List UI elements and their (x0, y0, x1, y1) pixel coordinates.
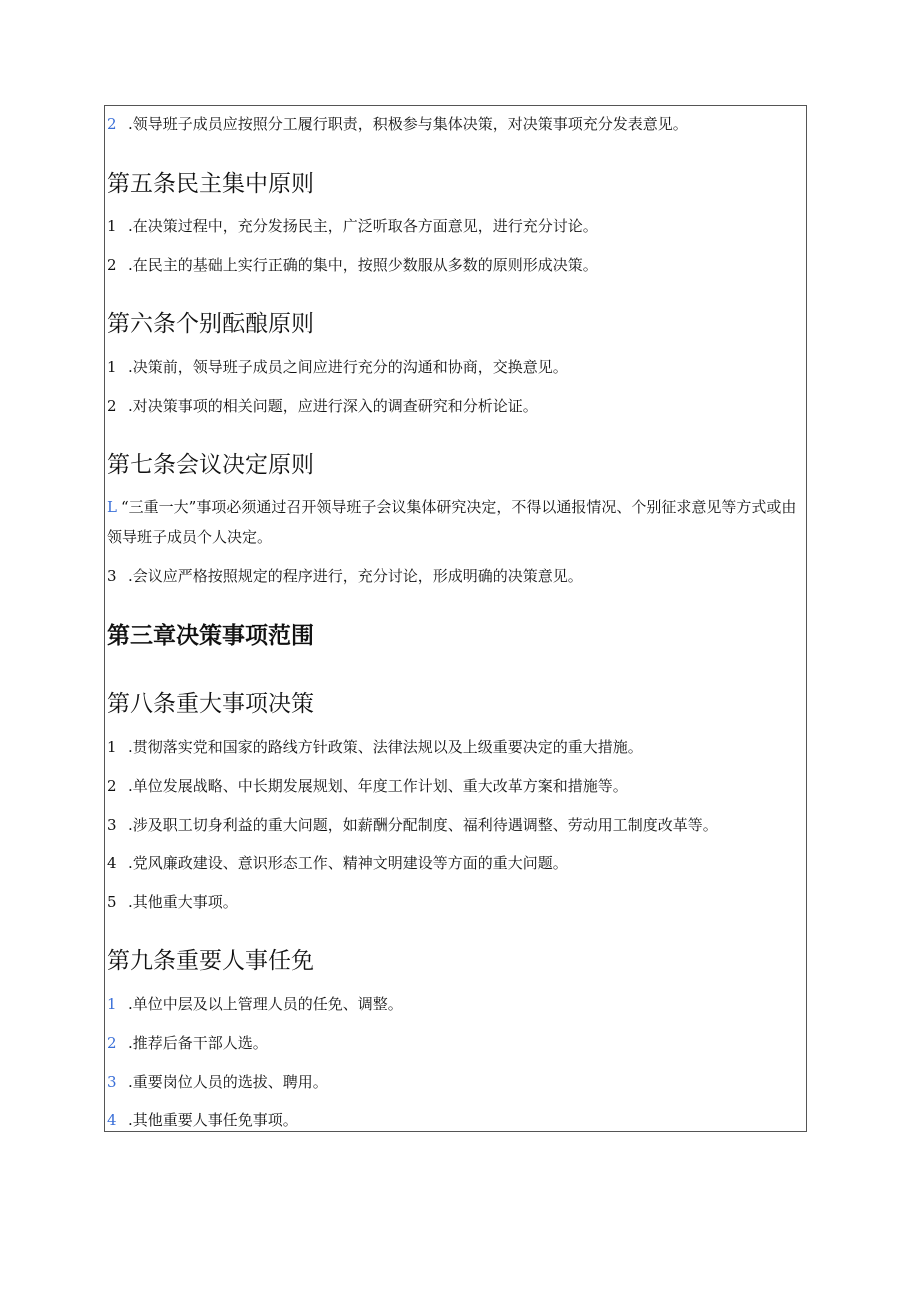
list-item (107, 776, 802, 796)
item-number: L (107, 498, 117, 516)
item-text: .重要岗位人员的选拔、聘用。 (128, 1073, 328, 1091)
item-text: .推荐后备干部人选。 (128, 1034, 268, 1052)
item-text: .对决策事项的相关问题，应进行深入的调查研究和分析论证。 (128, 397, 538, 415)
article-5-heading: 第五条民主集中原则 (107, 171, 314, 197)
list-item (107, 892, 802, 912)
item-number: 5 (107, 893, 117, 911)
chapter-3-heading: 第三章决策事项范围 (107, 623, 314, 649)
list-item (107, 815, 802, 835)
item-number: 1 (107, 217, 117, 235)
item-number: 3 (107, 1073, 117, 1091)
item-number: 3 (107, 816, 117, 834)
article-9-heading: 第九条重要人事任免 (107, 948, 314, 974)
item-number: 4 (107, 854, 117, 872)
list-item (107, 357, 802, 377)
item-text: .贯彻落实党和国家的路线方针政策、法律法规以及上级重要决定的重大措施。 (128, 738, 643, 756)
item-text: .在决策过程中，充分发扬民主，广泛听取各方面意见，进行充分讨论。 (128, 217, 598, 235)
list-item (107, 1033, 802, 1053)
list-item (107, 737, 802, 757)
article-6-heading: 第六条个别酝酿原则 (107, 311, 314, 337)
item-number: 2 (107, 115, 117, 133)
article-7-heading: 第七条会议决定原则 (107, 452, 314, 478)
item-number: 4 (107, 1111, 117, 1129)
item-number: 2 (107, 1034, 117, 1052)
item-text: .单位发展战略、中长期发展规划、年度工作计划、重大改革方案和措施等。 (128, 777, 628, 795)
item-text: .会议应严格按照规定的程序进行，充分讨论，形成明确的决策意见。 (128, 567, 583, 585)
item-number: 1 (107, 358, 117, 376)
list-item (107, 492, 797, 552)
item-text: .领导班子成员应按照分工履行职责，积极参与集体决策，对决策事项充分发表意见。 (128, 115, 688, 133)
list-item (107, 114, 802, 134)
item-text: .其他重要人事任免事项。 (128, 1111, 298, 1129)
item-text: .单位中层及以上管理人员的任免、调整。 (128, 995, 403, 1013)
list-item (107, 994, 802, 1014)
list-item (107, 1110, 802, 1130)
item-text: .其他重大事项。 (128, 893, 238, 911)
item-text: .决策前，领导班子成员之间应进行充分的沟通和协商，交换意见。 (128, 358, 568, 376)
item-number: 2 (107, 777, 117, 795)
list-item (107, 566, 802, 586)
item-text: .在民主的基础上实行正确的集中，按照少数服从多数的原则形成决策。 (128, 256, 598, 274)
list-item (107, 853, 802, 873)
list-item (107, 396, 802, 416)
item-text: .涉及职工切身利益的重大问题，如薪酬分配制度、福利待遇调整、劳动用工制度改革等。 (128, 816, 718, 834)
list-item (107, 1072, 802, 1092)
item-number: 2 (107, 397, 117, 415)
list-item (107, 216, 802, 236)
item-number: 1 (107, 738, 117, 756)
item-number: 3 (107, 567, 117, 585)
item-number: 1 (107, 995, 117, 1013)
article-8-heading: 第八条重大事项决策 (107, 691, 314, 717)
list-item (107, 255, 802, 275)
item-number: 2 (107, 256, 117, 274)
item-text: .党风廉政建设、意识形态工作、精神文明建设等方面的重大问题。 (128, 854, 568, 872)
item-text: “三重一大”事项必须通过召开领导班子会议集体研究决定，不得以通报情况、个别征求意见等方式或由领导班子成员个人决定。 (107, 498, 797, 546)
